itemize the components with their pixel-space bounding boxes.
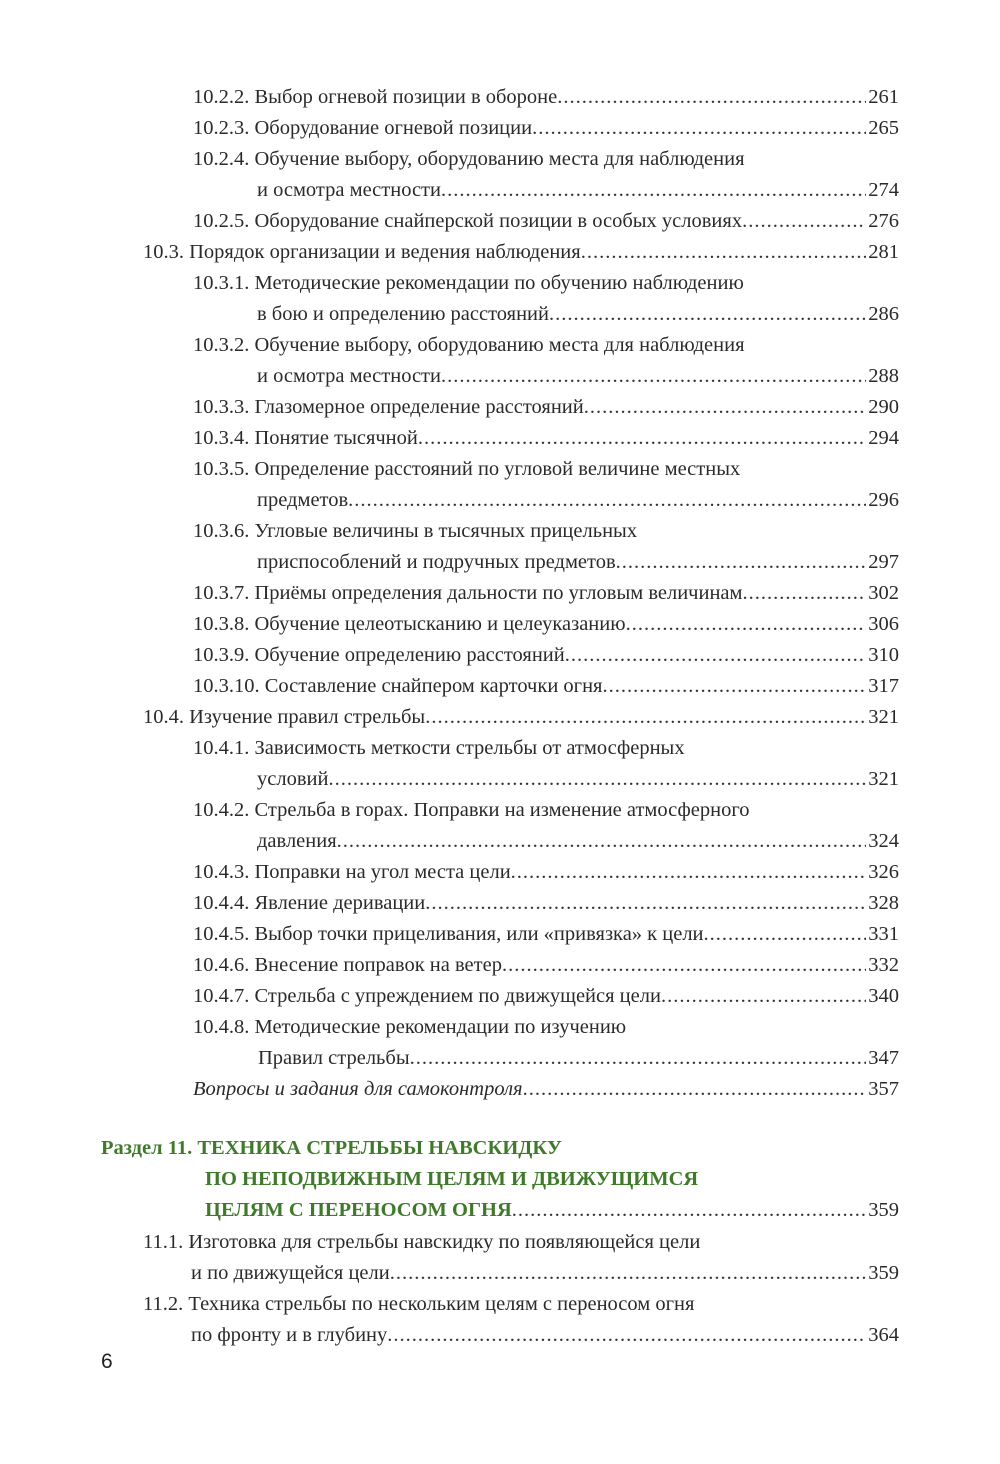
toc-entry <box>0 795 1000 857</box>
dot-leader <box>502 950 866 981</box>
toc-page-number: 310 <box>868 644 899 666</box>
dot-leader <box>565 640 866 671</box>
toc-entry <box>0 640 1000 671</box>
toc-entry <box>0 857 1000 888</box>
dot-leader <box>348 485 866 516</box>
toc-page-number: 321 <box>868 706 899 728</box>
toc-entry <box>0 609 1000 640</box>
toc-entry <box>0 268 1000 330</box>
dot-leader <box>532 113 866 144</box>
toc-entry <box>0 888 1000 919</box>
toc-entry <box>0 671 1000 702</box>
toc-entry-title: 10.3.6. Угловые величины в тысячных прицельных <box>193 520 638 542</box>
toc-entry <box>0 950 1000 981</box>
dot-leader <box>511 857 867 888</box>
toc-page-number: 288 <box>868 365 899 387</box>
dot-leader <box>425 888 866 919</box>
toc-entry-title: 10.3.1. Методические рекомендации по обучению наблюдению <box>193 272 744 294</box>
toc-page-number: 286 <box>868 303 899 325</box>
toc-entry-title: 10.4.3. Поправки на угол места цели <box>193 861 511 883</box>
toc-page-number: 261 <box>868 86 899 108</box>
dot-leader <box>743 578 867 609</box>
toc-entry-title: 11.2. Техника стрельбы по нескольким целям с переносом огня <box>143 1293 695 1315</box>
toc-entry <box>0 1074 1000 1105</box>
dot-leader <box>337 826 867 857</box>
dot-leader <box>512 1195 867 1226</box>
dot-leader <box>602 671 866 702</box>
dot-leader <box>742 206 866 237</box>
toc-entry-title: 10.3.3. Глазомерное определение расстояний <box>193 396 584 418</box>
dot-leader <box>626 609 867 640</box>
toc-entry-title: 10.3.9. Обучение определению расстояний <box>193 644 565 666</box>
dot-leader <box>441 175 866 206</box>
toc-page-number: 324 <box>868 830 899 852</box>
toc-entry-title-continued: Правил стрельбы <box>258 1047 410 1069</box>
toc-entry <box>0 206 1000 237</box>
toc-page-number: 265 <box>868 117 899 139</box>
dot-leader <box>616 547 867 578</box>
toc-entry <box>0 237 1000 268</box>
toc-entry-title: 10.3.10. Составление снайпером карточки огня <box>193 675 603 697</box>
toc-page-number: 359 <box>868 1262 899 1284</box>
toc-page-number: 274 <box>868 179 899 201</box>
toc-entry-title: 10.2.4. Обучение выбору, оборудованию места для наблюдения <box>193 148 745 170</box>
toc-page-number: 321 <box>868 768 899 790</box>
toc-entry <box>0 1012 1000 1074</box>
toc-entry-title: 10.4.6. Внесение поправок на ветер <box>193 954 502 976</box>
toc-entry <box>0 981 1000 1012</box>
toc-page-number: 326 <box>868 861 899 883</box>
table-of-contents <box>0 82 1000 1351</box>
toc-entry <box>0 82 1000 113</box>
toc-entry <box>0 516 1000 578</box>
toc-page-number: 281 <box>868 241 899 263</box>
toc-page-number: 331 <box>868 923 899 945</box>
toc-entry <box>0 392 1000 423</box>
toc-entry-title-continued: ЦЕЛЯМ С ПЕРЕНОСОМ ОГНЯ <box>205 1199 512 1221</box>
toc-page-number: 317 <box>868 675 899 697</box>
toc-entry <box>0 113 1000 144</box>
toc-entry-title-continued: условий <box>257 768 329 790</box>
toc-page-number: 276 <box>868 210 899 232</box>
toc-entry-title-continued: по фронту и в глубину <box>191 1324 388 1346</box>
toc-entry-title: 10.4.1. Зависимость меткости стрельбы от атмосферных <box>193 737 685 759</box>
toc-entry-title: 10.4.7. Стрельба с упреждением по движущейся цели <box>193 985 661 1007</box>
toc-entry-title-continued: ПО НЕПОДВИЖНЫМ ЦЕЛЯМ И ДВИЖУЩИМСЯ <box>205 1168 699 1190</box>
toc-entry <box>0 919 1000 950</box>
toc-page-number: 328 <box>868 892 899 914</box>
dot-leader <box>581 237 867 268</box>
dot-leader <box>328 764 866 795</box>
toc-page-number: 306 <box>868 613 899 635</box>
page-number: 6 <box>101 1350 113 1373</box>
toc-page-number: 357 <box>868 1078 899 1100</box>
toc-entry-title: Вопросы и задания для самоконтроля <box>193 1078 523 1100</box>
dot-leader <box>418 423 866 454</box>
toc-entry <box>0 1227 1000 1289</box>
toc-entry-title-continued: в бою и определению расстояний <box>257 303 549 325</box>
toc-entry <box>0 423 1000 454</box>
dot-leader <box>425 702 866 733</box>
toc-page-number: 332 <box>868 954 899 976</box>
toc-entry <box>0 330 1000 392</box>
toc-page-number: 290 <box>868 396 899 418</box>
dot-leader <box>441 361 866 392</box>
toc-entry <box>0 144 1000 206</box>
toc-page-number: 296 <box>868 489 899 511</box>
toc-page-number: 340 <box>868 985 899 1007</box>
toc-entry-title: 10.3.8. Обучение целеотысканию и целеуказанию <box>193 613 626 635</box>
toc-page-number: 347 <box>868 1047 899 1069</box>
toc-page-number: 359 <box>868 1199 899 1221</box>
toc-entry-title: 10.4.8. Методические рекомендации по изучению <box>193 1016 627 1038</box>
toc-page-number: 297 <box>868 551 899 573</box>
toc-entry-title-continued: предметов <box>257 489 349 511</box>
toc-entry-title: 10.3.7. Приёмы определения дальности по угловым величинам <box>193 582 743 604</box>
toc-entry-title: 10.2.3. Оборудование огневой позиции <box>193 117 533 139</box>
toc-entry-title: 10.3.5. Определение расстояний по угловой величине местных <box>193 458 741 480</box>
toc-page-number: 302 <box>868 582 899 604</box>
toc-entry-title: 10.4.2. Стрельба в горах. Поправки на изменение атмосферного <box>193 799 750 821</box>
dot-leader <box>549 299 866 330</box>
toc-entry-title: 10.3.4. Понятие тысячной <box>193 427 418 449</box>
toc-entry-title: 10.4.4. Явление деривации <box>193 892 426 914</box>
toc-entry-title: 10.2.2. Выбор огневой позиции в обороне <box>193 86 558 108</box>
toc-entry <box>0 454 1000 516</box>
toc-entry <box>0 1289 1000 1351</box>
toc-entry-title-continued: и осмотра местности <box>257 365 441 387</box>
toc-entry-title-continued: давления <box>257 830 337 852</box>
toc-entry <box>0 702 1000 733</box>
toc-entry <box>0 733 1000 795</box>
dot-leader <box>557 82 866 113</box>
toc-entry-title: 10.4.5. Выбор точки прицеливания, или «привязка» к цели <box>193 923 704 945</box>
toc-entry-title: 11.1. Изготовка для стрельбы навскидку по появляющейся цели <box>143 1231 701 1253</box>
dot-leader <box>410 1043 867 1074</box>
toc-entry-title: 10.2.5. Оборудование снайперской позиции в особых условиях <box>193 210 743 232</box>
toc-entry <box>0 578 1000 609</box>
dot-leader <box>387 1320 866 1351</box>
dot-leader <box>523 1074 867 1105</box>
toc-entry-title-continued: и осмотра местности <box>257 179 441 201</box>
dot-leader <box>704 919 867 950</box>
toc-entry-title: 10.3.2. Обучение выбору, оборудованию места для наблюдения <box>193 334 745 356</box>
toc-entry-title: 10.3. Порядок организации и ведения наблюдения <box>143 241 581 263</box>
toc-entry-title-continued: и по движущейся цели <box>191 1262 390 1284</box>
section-heading <box>0 1133 1000 1226</box>
dot-leader <box>661 981 866 1012</box>
toc-entry-title: Раздел 11. ТЕХНИКА СТРЕЛЬБЫ НАВСКИДКУ <box>101 1137 562 1159</box>
dot-leader <box>584 392 866 423</box>
dot-leader <box>390 1258 867 1289</box>
toc-entry-title: 10.4. Изучение правил стрельбы <box>143 706 426 728</box>
toc-page-number: 364 <box>868 1324 899 1346</box>
toc-page-number: 294 <box>868 427 899 449</box>
toc-entry-title-continued: приспособлений и подручных предметов <box>257 551 616 573</box>
